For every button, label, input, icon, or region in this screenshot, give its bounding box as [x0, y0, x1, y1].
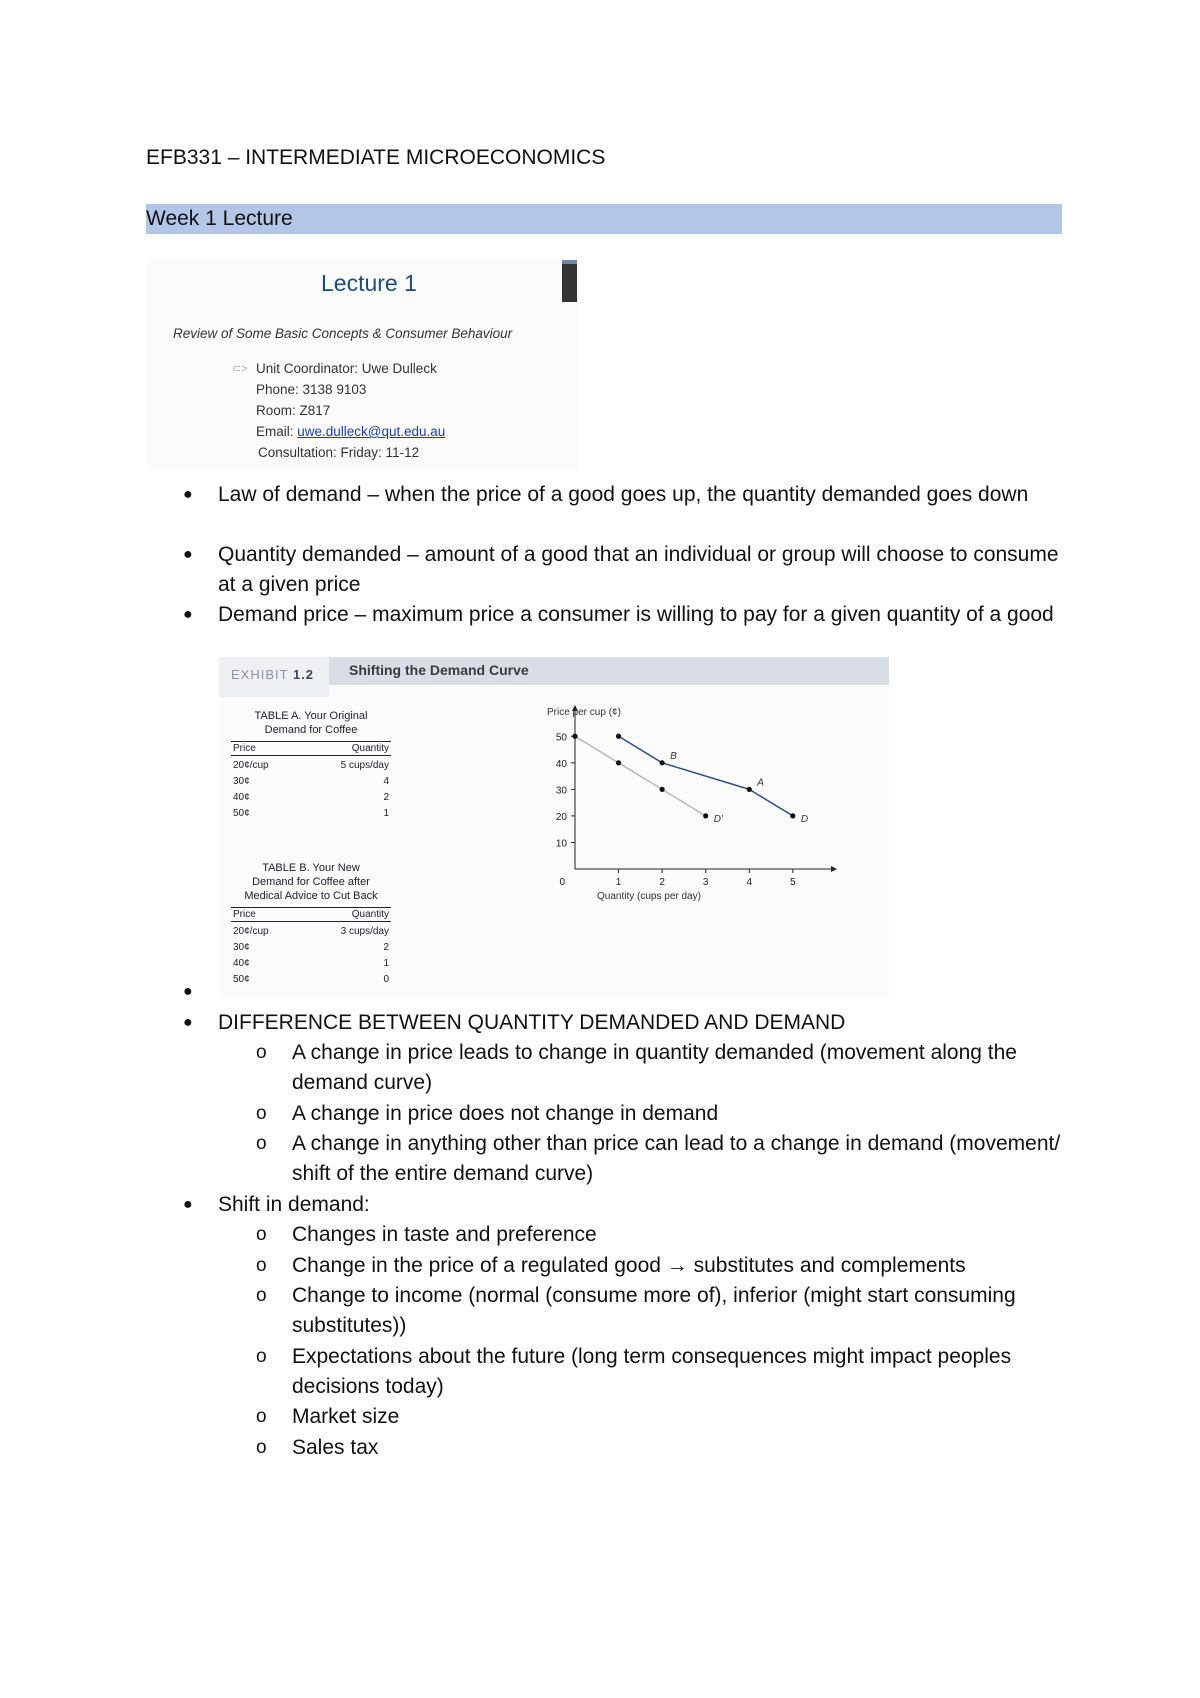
document-title: EFB331 – INTERMEDIATE MICROECONOMICS — [146, 146, 606, 169]
exhibit-figure — [219, 657, 889, 997]
curve-annotation: D — [800, 813, 809, 825]
x-axis-arrow-icon — [831, 866, 837, 872]
section-header — [146, 204, 1062, 234]
data-point — [572, 734, 577, 739]
list-heading: Shift in demand: — [218, 1193, 370, 1216]
list-item: Demand price – maximum price a consumer is willing to pay for a given quantity of a good — [218, 603, 1054, 626]
data-point — [660, 760, 665, 765]
list-item: Quantity demanded – amount of a good that an individual or group will choose to consume at a given price — [218, 543, 1059, 596]
table-row: 20¢/cup 3 cups/day — [233, 926, 389, 937]
demand-curve-chart — [479, 697, 879, 907]
y-axis-label: Price per cup (¢) — [547, 707, 621, 718]
curve-annotation: D' — [713, 813, 723, 825]
sub-bullet-icon: o — [256, 1285, 267, 1306]
sub-bullet-icon: o — [256, 1255, 267, 1276]
x-tick-label: 2 — [659, 877, 665, 888]
data-point — [616, 734, 621, 739]
y-tick-label: 20 — [555, 811, 567, 823]
sub-bullet-icon: o — [256, 1103, 267, 1124]
exhibit-label-box — [219, 657, 329, 697]
table-row: 50¢ 1 — [233, 808, 389, 819]
demand-line-0 — [619, 736, 793, 816]
section-title: Week 1 Lecture — [146, 207, 293, 230]
slide-email-link[interactable]: uwe.dulleck@qut.edu.au — [297, 424, 446, 439]
slide-phone: Phone: 3138 9103 — [256, 382, 367, 397]
curve-annotation: B — [670, 750, 677, 762]
list-item: Change to income (normal (consume more of), inferior (might start consuming substitutes)) — [292, 1284, 1016, 1337]
data-point — [616, 760, 621, 765]
slide-consultation: Consultation: Friday: 11-12 — [258, 445, 420, 460]
table-row: 40¢ 1 — [233, 958, 389, 969]
list-item: Sales tax — [292, 1436, 379, 1459]
demand-line-1 — [575, 736, 706, 816]
university-logo — [562, 260, 577, 302]
sub-bullet-icon: o — [256, 1133, 267, 1154]
sub-bullet-icon: o — [256, 1042, 267, 1063]
bullet-icon: ● — [183, 486, 193, 503]
table-a-caption: TABLE A. Your Original Demand for Coffee — [254, 710, 368, 736]
list-item: Change in the price of a regulated good → substitutes and complements — [292, 1254, 966, 1277]
curve-annotation: A — [757, 777, 764, 789]
list-heading: DIFFERENCE BETWEEN QUANTITY DEMANDED AND DEMAND — [218, 1011, 846, 1034]
y-tick-label: 50 — [555, 732, 567, 744]
x-tick-label: 4 — [746, 877, 753, 888]
table-a-header: Price Quantity — [233, 743, 389, 754]
slide-subtitle: Review of Some Basic Concepts & Consumer Behaviour — [173, 326, 513, 341]
table-a — [231, 709, 391, 820]
exhibit-title: Shifting the Demand Curve — [349, 662, 529, 678]
sub-bullet-icon: o — [256, 1224, 267, 1245]
y-tick-label: 30 — [555, 785, 567, 797]
list-item: Law of demand – when the price of a good goes up, the quantity demanded goes down — [218, 483, 1029, 506]
list-item: A change in price leads to change in quantity demanded (movement along the demand curve) — [292, 1041, 1017, 1094]
data-point — [660, 787, 665, 792]
y-tick-label: 40 — [555, 758, 567, 770]
slide-room: Room: Z817 — [256, 403, 331, 418]
table-row: 50¢ 0 — [233, 974, 389, 985]
slide-coordinator: Unit Coordinator: Uwe Dulleck — [256, 361, 437, 376]
list-item: A change in price does not change in demand — [292, 1102, 719, 1125]
bullet-icon: ● — [183, 1014, 193, 1031]
table-b-header: Price Quantity — [233, 909, 389, 920]
sub-bullet-icon: o — [256, 1346, 267, 1367]
list-item: Changes in taste and preference — [292, 1223, 597, 1246]
exhibit-label: EXHIBIT 1.2 — [231, 667, 315, 682]
sub-bullet-icon: o — [256, 1437, 267, 1458]
x-axis-label: Quantity (cups per day) — [597, 891, 701, 902]
bullet-icon: ● — [183, 1196, 193, 1213]
data-point — [747, 787, 752, 792]
data-point — [703, 813, 708, 818]
y-tick-label: 10 — [555, 838, 567, 850]
table-b — [231, 861, 391, 986]
x-tick-label: 1 — [615, 877, 622, 888]
list-item: A change in anything other than price can lead to a change in demand (movement/ shift of the entire demand curve) — [292, 1132, 1061, 1185]
x-tick-label: 3 — [702, 877, 709, 888]
lecture-slide-image — [146, 258, 578, 470]
list-item: Market size — [292, 1405, 400, 1428]
slide-title: Lecture 1 — [321, 270, 417, 296]
bullet-icon: ● — [183, 983, 193, 1000]
slide-bullet-icon: ⊂> — [232, 363, 248, 375]
slide-email-line — [256, 424, 445, 439]
data-point — [790, 813, 795, 818]
sub-bullet-icon: o — [256, 1406, 267, 1427]
x-tick-label: 5 — [790, 877, 796, 888]
table-row: 40¢ 2 — [233, 792, 389, 803]
bullet-icon: ● — [183, 606, 193, 623]
table-row: 30¢ 2 — [233, 942, 389, 953]
slide-email-label: Email: — [256, 424, 298, 439]
table-b-caption: TABLE B. Your New Demand for Coffee after Medical Advice to Cut Back — [244, 862, 378, 902]
table-row: 20¢/cup 5 cups/day — [233, 760, 389, 771]
table-row: 30¢ 4 — [233, 776, 389, 787]
origin-label: 0 — [559, 877, 565, 888]
bullet-icon: ● — [183, 546, 193, 563]
list-item: Expectations about the future (long term consequences might impact peoples decisions today) — [292, 1345, 1012, 1398]
